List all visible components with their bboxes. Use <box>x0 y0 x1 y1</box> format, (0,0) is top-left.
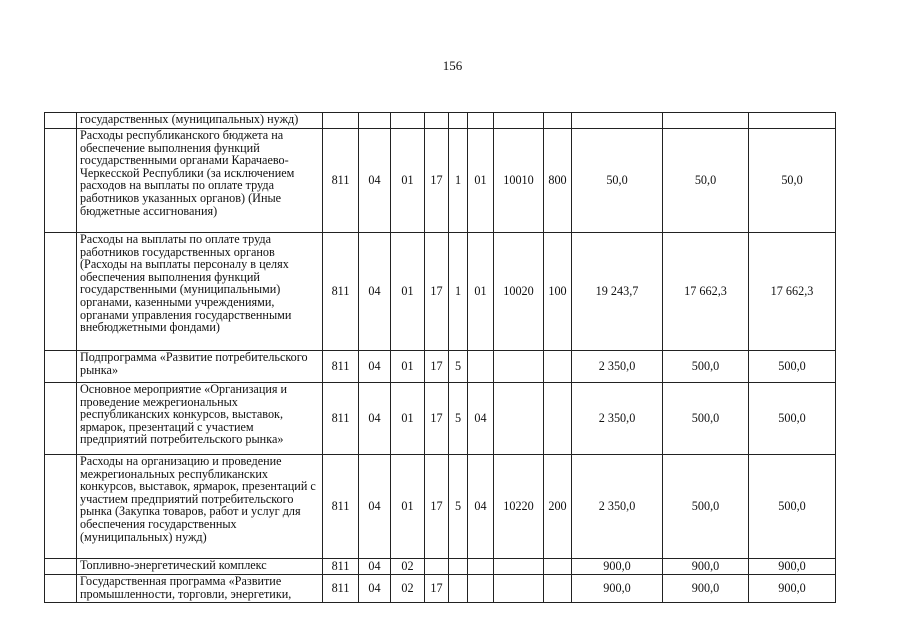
amount-year-3: 50,0 <box>749 129 836 233</box>
section-code: 04 <box>359 233 391 351</box>
expense-type-code <box>544 559 572 575</box>
activity-code: 04 <box>468 455 494 559</box>
amount-year-1: 2 350,0 <box>572 351 663 383</box>
section-code: 04 <box>359 455 391 559</box>
amount-year-2 <box>663 113 749 129</box>
activity-code: 01 <box>468 129 494 233</box>
amount-year-2: 500,0 <box>663 455 749 559</box>
activity-code <box>468 113 494 129</box>
row-lead-cell <box>45 383 77 455</box>
program-code: 17 <box>425 129 449 233</box>
subprogram-code: 5 <box>449 383 468 455</box>
subsection-code: 01 <box>391 383 425 455</box>
program-code: 17 <box>425 383 449 455</box>
expense-type-code: 200 <box>544 455 572 559</box>
admin-code <box>323 113 359 129</box>
expense-type-code <box>544 113 572 129</box>
row-lead-cell <box>45 351 77 383</box>
row-lead-cell <box>45 455 77 559</box>
page-number: 156 <box>442 58 463 73</box>
subsection-code: 01 <box>391 129 425 233</box>
subsection-code: 02 <box>391 575 425 603</box>
section-code <box>359 113 391 129</box>
expense-type-code: 800 <box>544 129 572 233</box>
amount-year-1: 19 243,7 <box>572 233 663 351</box>
section-code: 04 <box>359 575 391 603</box>
table-row <box>45 455 836 559</box>
table-row <box>45 575 836 603</box>
amount-year-3 <box>749 113 836 129</box>
row-description: Расходы на организацию и проведение межрегиональных республиканских конкурсов, выставок, ярмарок, презентаций с участием предприятий потребительского рынка (Закупка товаров, работ и услуг для обеспечения государственных (муниципальных) нужд) <box>77 455 323 559</box>
subprogram-code: 1 <box>449 233 468 351</box>
admin-code: 811 <box>323 455 359 559</box>
activity-code <box>468 559 494 575</box>
subsection-code: 02 <box>391 559 425 575</box>
amount-year-1: 50,0 <box>572 129 663 233</box>
direction-code <box>494 559 544 575</box>
amount-year-1 <box>572 113 663 129</box>
table-row <box>45 383 836 455</box>
amount-year-3: 500,0 <box>749 455 836 559</box>
program-code: 17 <box>425 575 449 603</box>
admin-code: 811 <box>323 383 359 455</box>
direction-code: 10220 <box>494 455 544 559</box>
admin-code: 811 <box>323 351 359 383</box>
section-code: 04 <box>359 351 391 383</box>
amount-year-1: 900,0 <box>572 559 663 575</box>
amount-year-2: 500,0 <box>663 351 749 383</box>
admin-code: 811 <box>323 575 359 603</box>
amount-year-1: 2 350,0 <box>572 455 663 559</box>
expense-type-code <box>544 575 572 603</box>
row-lead-cell <box>45 575 77 603</box>
expense-type-code: 100 <box>544 233 572 351</box>
subprogram-code <box>449 575 468 603</box>
admin-code: 811 <box>323 233 359 351</box>
activity-code: 01 <box>468 233 494 351</box>
amount-year-3: 500,0 <box>749 351 836 383</box>
row-description: Расходы на выплаты по оплате труда работников государственных органов (Расходы на выплаты персоналу в целях обеспечения выполнения функций государственными (муниципальными) органами, казенными учреждениями, органами управления государственными внебюджетными фондами) <box>77 233 323 351</box>
section-code: 04 <box>359 559 391 575</box>
admin-code: 811 <box>323 129 359 233</box>
row-description: Расходы республиканского бюджета на обеспечение выполнения функций государственными органами Карачаево-Черкесской Республики (за исключением расходов на выплаты по оплате труда работников указанных органов) (Иные бюджетные ассигнования) <box>77 129 323 233</box>
direction-code <box>494 383 544 455</box>
amount-year-1: 900,0 <box>572 575 663 603</box>
amount-year-2: 17 662,3 <box>663 233 749 351</box>
row-lead-cell <box>45 233 77 351</box>
section-code: 04 <box>359 383 391 455</box>
subprogram-code <box>449 559 468 575</box>
row-lead-cell <box>45 129 77 233</box>
table-row <box>45 129 836 233</box>
amount-year-3: 900,0 <box>749 575 836 603</box>
program-code: 17 <box>425 233 449 351</box>
direction-code: 10020 <box>494 233 544 351</box>
admin-code: 811 <box>323 559 359 575</box>
direction-code <box>494 113 544 129</box>
row-description: Подпрограмма «Развитие потребительского рынка» <box>77 351 323 383</box>
row-description: Основное мероприятие «Организация и проведение межрегиональных республиканских конкурсов, выставок, ярмарок, презентаций с участием предприятий потребительского рынка» <box>77 383 323 455</box>
row-description: Государственная программа «Развитие промышленности, торговли, энергетики, <box>77 575 323 603</box>
table-row <box>45 113 836 129</box>
amount-year-2: 500,0 <box>663 383 749 455</box>
amount-year-3: 500,0 <box>749 383 836 455</box>
subsection-code: 01 <box>391 351 425 383</box>
row-lead-cell <box>45 113 77 129</box>
row-lead-cell <box>45 559 77 575</box>
program-code: 17 <box>425 455 449 559</box>
table-row <box>45 559 836 575</box>
subsection-code <box>391 113 425 129</box>
amount-year-1: 2 350,0 <box>572 383 663 455</box>
table-row <box>45 233 836 351</box>
expense-type-code <box>544 351 572 383</box>
budget-table <box>44 112 836 603</box>
amount-year-3: 900,0 <box>749 559 836 575</box>
section-code: 04 <box>359 129 391 233</box>
program-code: 17 <box>425 351 449 383</box>
activity-code <box>468 351 494 383</box>
subprogram-code: 5 <box>449 351 468 383</box>
amount-year-2: 900,0 <box>663 575 749 603</box>
subprogram-code: 1 <box>449 129 468 233</box>
direction-code: 10010 <box>494 129 544 233</box>
subprogram-code: 5 <box>449 455 468 559</box>
amount-year-2: 50,0 <box>663 129 749 233</box>
subsection-code: 01 <box>391 233 425 351</box>
row-description: Топливно-энергетический комплекс <box>77 559 323 575</box>
amount-year-2: 900,0 <box>663 559 749 575</box>
program-code <box>425 113 449 129</box>
direction-code <box>494 351 544 383</box>
subprogram-code <box>449 113 468 129</box>
table-row <box>45 351 836 383</box>
subsection-code: 01 <box>391 455 425 559</box>
activity-code <box>468 575 494 603</box>
expense-type-code <box>544 383 572 455</box>
amount-year-3: 17 662,3 <box>749 233 836 351</box>
direction-code <box>494 575 544 603</box>
program-code <box>425 559 449 575</box>
activity-code: 04 <box>468 383 494 455</box>
row-description: государственных (муниципальных) нужд) <box>77 113 323 129</box>
